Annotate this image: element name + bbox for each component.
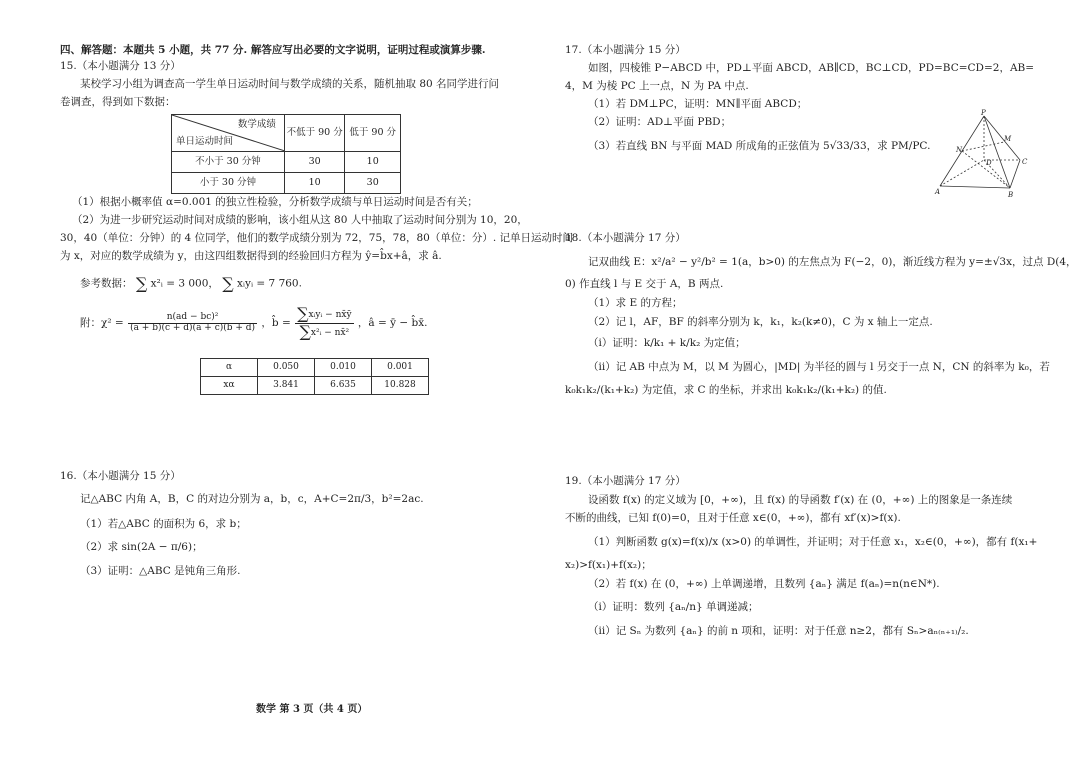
q16-stem: 记△ABC 内角 A，B，C 的对边分别为 a，b，c，A+C=2π/3，b²=2ac. bbox=[80, 493, 424, 505]
ref-sum2: xᵢyᵢ = 7 760. bbox=[237, 277, 302, 290]
label-C: C bbox=[1022, 158, 1028, 166]
q16-part3: （3）证明：△ABC 是钝角三角形. bbox=[80, 565, 241, 577]
q19-stem-line2: 不断的曲线，已知 f(0)=0，且对于任意 x∈(0，+∞)，都有 xf′(x)>f(x). bbox=[565, 512, 901, 524]
label-A: A bbox=[935, 188, 941, 196]
q17-part1: （1）若 DM⊥PC，证明：MN∥平面 ABCD； bbox=[588, 98, 808, 110]
column-header: 低于 90 分 bbox=[345, 115, 401, 152]
sigma-symbol: ∑ bbox=[222, 274, 234, 293]
q15-intro-line2: 卷调查，得到如下数据： bbox=[60, 96, 176, 108]
page-footer: 数学 第 3 页（共 4 页） bbox=[256, 704, 368, 715]
header-bottom-label: 单日运动时间 bbox=[176, 135, 234, 147]
ref-label: 参考数据： bbox=[80, 277, 133, 290]
label-P: P bbox=[981, 109, 986, 117]
table-cell: 0.050 bbox=[258, 359, 315, 377]
q18-sub1: （ⅰ）证明：k/k₁ + k/k₂ 为定值； bbox=[588, 337, 746, 349]
table-cell: 10 bbox=[345, 152, 401, 173]
q17-part2: （2）证明：AD⊥平面 PBD； bbox=[588, 116, 732, 128]
q18-part1: （1）求 E 的方程； bbox=[588, 297, 683, 309]
table-row bbox=[172, 173, 401, 194]
q17-title: 17.（本小题满分 15 分） bbox=[565, 44, 686, 56]
table-row bbox=[201, 377, 429, 395]
q18-title: 18.（本小题满分 17 分） bbox=[565, 232, 686, 244]
q18-sub2-line2: k₀k₁k₂/(k₁+k₂) 为定值，求 C 的坐标，并求出 k₀k₁k₂/(k₁+k₂) 的值. bbox=[565, 384, 887, 396]
chi-numerator: n(ad − bc)² bbox=[128, 313, 257, 323]
label-M: M bbox=[1004, 135, 1012, 143]
q15-title: 15.（本小题满分 13 分） bbox=[60, 60, 181, 72]
q19-title: 19.（本小题满分 17 分） bbox=[565, 475, 686, 487]
q19-stem-line1: 设函数 f(x) 的定义域为 [0，+∞)，且 f(x) 的导函数 f′(x) 在 (0，+∞) 上的图象是一条连续 bbox=[588, 494, 1013, 506]
table-diagonal-header-cell bbox=[172, 115, 285, 152]
b-denominator-text: x²ᵢ − nx̄² bbox=[310, 327, 350, 338]
q17-stem-line1: 如图，四棱锥 P−ABCD 中，PD⊥平面 ABCD，AB∥CD，BC⊥CD，PD=BC=CD=2，AB= bbox=[588, 62, 1035, 74]
b-hat-fraction bbox=[295, 306, 353, 341]
label-N: N bbox=[956, 146, 963, 154]
q15-appendix-formula bbox=[80, 306, 428, 341]
row-label: 不小于 30 分钟 bbox=[172, 152, 285, 173]
sigma-symbol: ∑ bbox=[299, 321, 311, 341]
q17-pyramid-figure bbox=[932, 108, 1032, 200]
label-D: D bbox=[986, 159, 992, 167]
table-cell: 30 bbox=[284, 152, 345, 173]
table-cell: α bbox=[201, 359, 258, 377]
a-hat-formula: ，â = ȳ − b̂x̄. bbox=[357, 317, 428, 329]
q15-critical-value-table bbox=[200, 358, 429, 395]
q17-stem-line2: 4，M 为棱 PC 上一点，N 为 PA 中点. bbox=[565, 80, 749, 92]
table-cell: 3.841 bbox=[258, 377, 315, 395]
appendix-label: 附：χ² = bbox=[80, 317, 124, 329]
table-row bbox=[172, 152, 401, 173]
q15-intro-line1: 某校学习小组为调查高一学生单日运动时间与数学成绩的关系，随机抽取 80 名同学进行问 bbox=[80, 78, 500, 90]
table-row bbox=[201, 359, 429, 377]
sigma-symbol: ∑ bbox=[297, 304, 309, 323]
header-top-label: 数学成绩 bbox=[237, 119, 276, 130]
q16-part2: （2）求 sin(2A − π/6)； bbox=[80, 541, 203, 553]
q16-title: 16.（本小题满分 15 分） bbox=[60, 470, 181, 482]
q18-stem-line1: 记双曲线 E：x²/a² − y²/b² = 1(a，b>0) 的左焦点为 F(−2，0)，渐近线方程为 y=±√3x，过点 D(4， bbox=[588, 256, 1077, 268]
table-cell: xα bbox=[201, 377, 258, 395]
b-numerator-text: xᵢyᵢ − nx̄ȳ bbox=[308, 309, 352, 320]
b-hat-label: ，b̂ = bbox=[261, 317, 291, 329]
row-label: 小于 30 分钟 bbox=[172, 173, 285, 194]
table-cell: 0.001 bbox=[372, 359, 429, 377]
table-cell: 10.828 bbox=[372, 377, 429, 395]
q19-part1-line1: （1）判断函数 g(x)=f(x)/x (x>0) 的单调性，并证明；对于任意 x₁，x₂∈(0，+∞)，都有 f(x₁+ bbox=[588, 536, 1038, 548]
q19-part1-line2: x₂)>f(x₁)+f(x₂)； bbox=[565, 559, 652, 571]
q18-stem-line2: 0) 作直线 l 与 E 交于 A，B 两点. bbox=[565, 278, 724, 290]
q15-part2-line1: （2）为进一步研究运动时间对成绩的影响，该小组从这 80 人中抽取了运动时间分别为 10，20， bbox=[72, 214, 528, 226]
q15-part2-line2: 30，40（单位：分钟）的 4 位同学，他们的数学成绩分别为 72，75，78，80（单位：分）. 记单日运动时间 bbox=[60, 232, 574, 244]
section-heading: 四、解答题：本题共 5 小题，共 77 分. 解答应写出必要的文字说明，证明过程或演算步骤. bbox=[60, 44, 486, 56]
q19-sub1: （ⅰ）证明：数列 {aₙ/n} 单调递减； bbox=[588, 601, 759, 613]
table-cell: 30 bbox=[345, 173, 401, 194]
q15-reference-data bbox=[80, 274, 302, 293]
q19-part2: （2）若 f(x) 在 (0，+∞) 上单调递增，且数列 {aₙ} 满足 f(aₙ)=n(n∈N*). bbox=[588, 578, 940, 590]
column-header: 不低于 90 分 bbox=[284, 115, 345, 152]
q15-part1: （1）根据小概率值 α=0.001 的独立性检验，分析数学成绩与单日运动时间是否有关； bbox=[72, 196, 478, 208]
table-cell: 10 bbox=[284, 173, 345, 194]
table-cell: 0.010 bbox=[315, 359, 372, 377]
sigma-symbol: ∑ bbox=[135, 274, 148, 293]
table-cell: 6.635 bbox=[315, 377, 372, 395]
q16-part1: （1）若△ABC 的面积为 6，求 b； bbox=[80, 518, 247, 530]
label-B: B bbox=[1008, 191, 1014, 199]
q15-part2-line3: 为 x，对应的数学成绩为 y，由这四组数据得到的经验回归方程为 ŷ=b̂x+â，求 â. bbox=[60, 250, 442, 262]
chi-denominator: (a + b)(c + d)(a + c)(b + d) bbox=[130, 322, 256, 333]
b-denominator bbox=[295, 321, 353, 341]
ref-sum1: x²ᵢ = 3 000， bbox=[150, 277, 219, 290]
q15-contingency-table bbox=[171, 114, 401, 194]
q19-sub2: （ⅱ）记 Sₙ 为数列 {aₙ} 的前 n 项和，证明：对于任意 n≥2，都有 Sₙ>aₙ₍ₙ₊₁₎/₂. bbox=[588, 625, 969, 637]
q17-part3: （3）若直线 BN 与平面 MAD 所成角的正弦值为 5√33/33，求 PM/PC. bbox=[588, 140, 931, 152]
q18-sub2-line1: （ⅱ）记 AB 中点为 M，以 M 为圆心，|MD| 为半径的圆与 l 另交于一点 N，CN 的斜率为 k₀，若 bbox=[588, 361, 1050, 373]
chi-square-fraction bbox=[128, 313, 257, 333]
q18-part2: （2）记 l，AF，BF 的斜率分别为 k，k₁，k₂(k≠0)，C 为 x 轴上一定点. bbox=[588, 316, 933, 328]
